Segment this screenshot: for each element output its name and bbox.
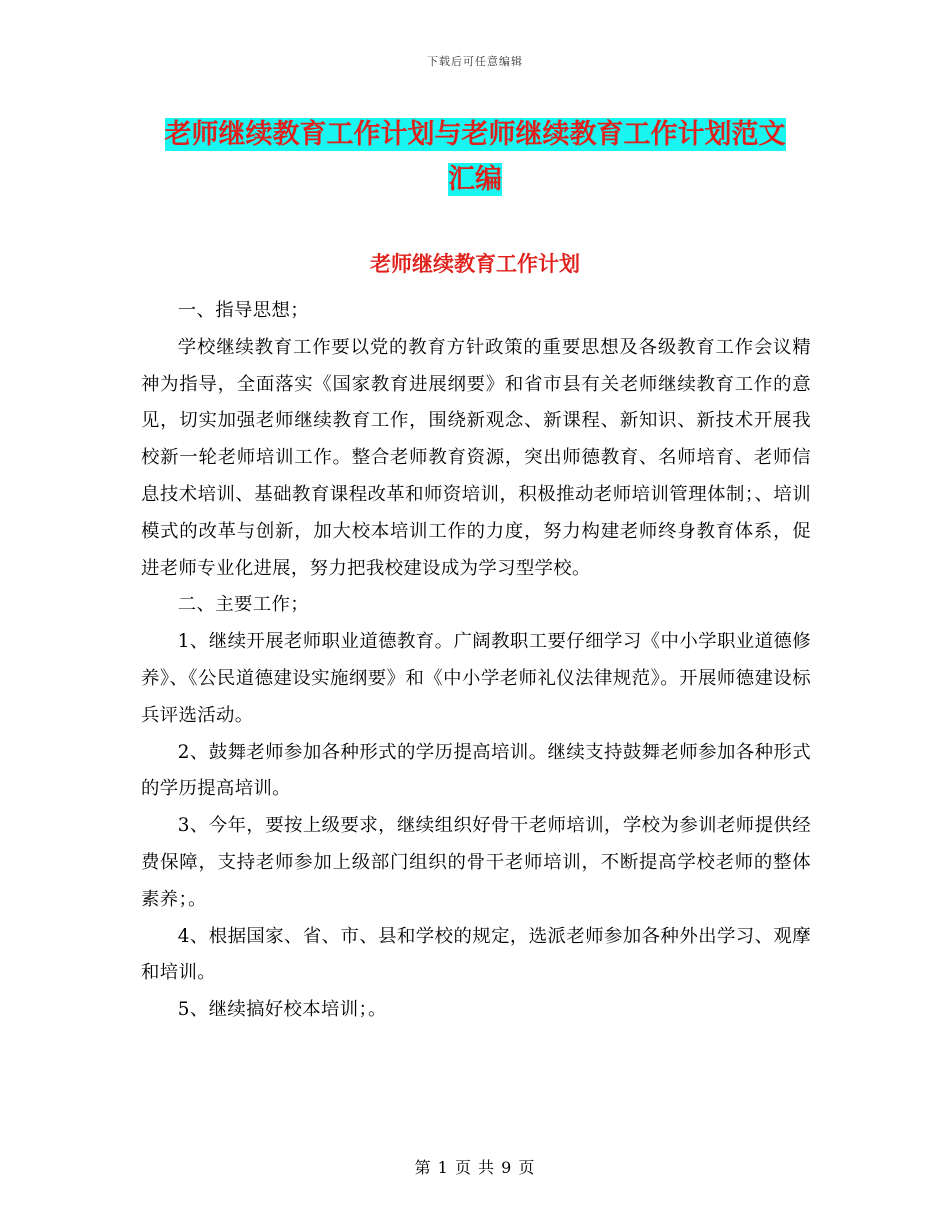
document-title-line-1: 老师继续教育工作计划与老师继续教育工作计划范文 (164, 119, 786, 150)
paragraph-item-2: 2、鼓舞老师参加各种形式的学历提高培训。继续支持鼓舞老师参加各种形式的学历提高培训。 (141, 741, 811, 800)
header-note: 下载后可任意编辑 (427, 55, 523, 68)
paragraph-item-4: 4、根据国家、省、市、县和学校的规定，选派老师参加各种外出学习、观摩和培训。 (141, 925, 811, 984)
document-body (141, 293, 811, 1029)
paragraph-guiding-ideology: 学校继续教育工作要以党的教育方针政策的重要思想及各级教育工作会议精神为指导，全面落实《国家教育进展纲要》和省市县有关老师继续教育工作的意见，切实加强老师继续教育工作，围绕新观念、新课程、新知识、新技术开展我校新一轮老师培训工作。整合老师教育资源，突出师德教育、名师培育、老师信息技术培训、基础教育课程改革和师资培训，积极推动老师培训管理体制；、培训模式的改革与创新，加大校本培训工作的力度，努力构建老师终身教育体系，促进老师专业化进展，努力把我校建设成为学习型学校。 (141, 336, 811, 579)
section-title: 老师继续教育工作计划 (370, 252, 580, 276)
paragraph-item-5: 5、继续搞好校本培训；。 (177, 999, 387, 1021)
document-title (130, 112, 820, 202)
paragraph-item-1: 1、继续开展老师职业道德教育。广阔教职工要仔细学习《中小学职业道德修养》、《公民道德建设实施纲要》和《中小学老师礼仪法律规范》。开展师德建设标兵评选活动。 (141, 631, 811, 726)
document-title-line-2: 汇编 (448, 164, 502, 195)
page-footer: 第 1 页 共 9 页 (414, 1158, 536, 1177)
heading-main-work: 二、主要工作； (177, 594, 309, 616)
heading-guiding-ideology: 一、指导思想； (177, 300, 309, 321)
paragraph-item-3: 3、今年，要按上级要求，继续组织好骨干老师培训，学校为参训老师提供经费保障，支持老师参加上级部门组织的骨干老师培训，不断提高学校老师的整体素养；。 (141, 815, 811, 910)
